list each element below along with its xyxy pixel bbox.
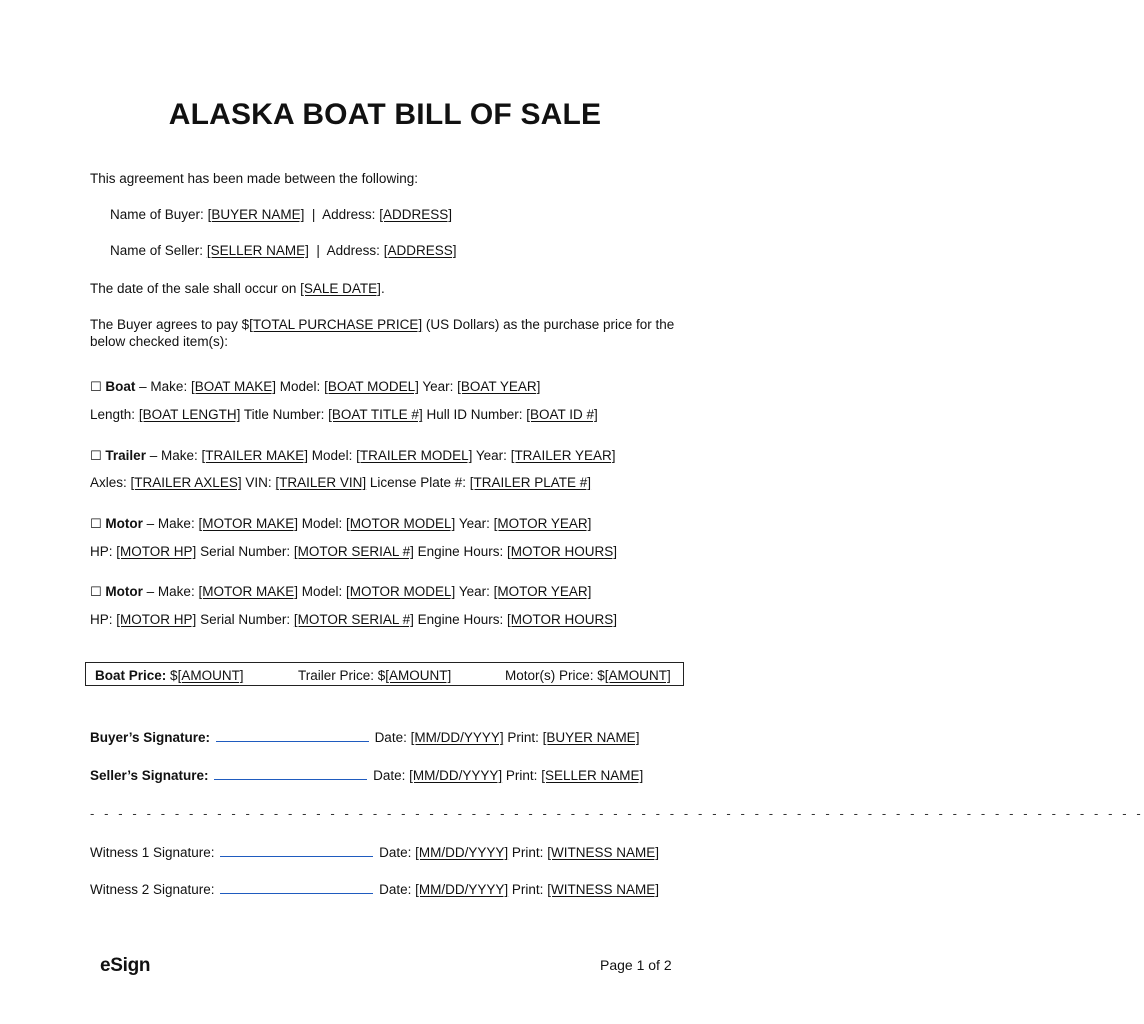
motor-price <box>505 668 671 683</box>
buyer-date-field[interactable]: [MM/DD/YYYY] <box>410 730 504 745</box>
seller-date-field[interactable]: [MM/DD/YYYY] <box>409 768 503 783</box>
witness-2-date-field[interactable]: [MM/DD/YYYY] <box>415 882 509 897</box>
trailer-price <box>298 668 451 683</box>
motor-2-hp-field[interactable]: [MOTOR HP] <box>116 612 197 627</box>
boat-price-field[interactable]: [AMOUNT] <box>177 668 244 683</box>
trailer-year-label: Year: <box>475 448 507 463</box>
buyer-address-field[interactable]: [ADDRESS] <box>379 207 452 222</box>
motor-1-hours-label: Engine Hours: <box>417 544 504 559</box>
witness-1-print-label: Print: <box>511 845 544 860</box>
trailer-checkbox[interactable]: ☐ <box>90 449 102 464</box>
document-title: ALASKA BOAT BILL OF SALE <box>168 98 602 131</box>
page-number: Page 1 of 2 <box>600 957 672 973</box>
motor-2-hours-field[interactable]: [MOTOR HOURS] <box>506 612 617 627</box>
trailer-price-field[interactable]: [AMOUNT] <box>385 668 452 683</box>
boat-year-label: Year: <box>422 379 454 394</box>
seller-name-field[interactable]: [SELLER NAME] <box>206 243 309 258</box>
trailer-model-label: Model: <box>311 448 353 463</box>
motor-1-model-field[interactable]: [MOTOR MODEL] <box>346 516 456 531</box>
separator-bar: | <box>316 243 320 258</box>
seller-print-field[interactable]: [SELLER NAME] <box>541 768 644 783</box>
trailer-make-field[interactable]: [TRAILER MAKE] <box>201 448 309 463</box>
witness-2-signature-field[interactable] <box>220 881 373 894</box>
buyer-signature-field[interactable] <box>216 729 369 742</box>
motor-2-line-2 <box>90 611 617 628</box>
boat-length-label: Length: <box>90 407 136 422</box>
motor-1-line-2 <box>90 543 617 560</box>
trailer-axles-field[interactable]: [TRAILER AXLES] <box>130 475 242 490</box>
boat-hull-label: Hull ID Number: <box>426 407 523 422</box>
total-price-field[interactable]: [TOTAL PURCHASE PRICE] <box>249 317 423 332</box>
boat-price-dollar: $ <box>170 668 178 683</box>
sale-date-field[interactable]: [SALE DATE] <box>300 281 381 296</box>
motor-2-model-label: Model: <box>301 584 343 599</box>
seller-signature-field[interactable] <box>214 767 367 780</box>
motor-2-year-field[interactable]: [MOTOR YEAR] <box>493 584 592 599</box>
buyer-signature-label: Buyer’s Signature: <box>90 730 211 745</box>
esign-logo: eSign <box>100 955 151 976</box>
motor-2-serial-label: Serial Number: <box>200 612 291 627</box>
boat-hull-field[interactable]: [BOAT ID #] <box>526 407 598 422</box>
motor-2-serial-field[interactable]: [MOTOR SERIAL #] <box>293 612 414 627</box>
motor-1-year-label: Year: <box>458 516 490 531</box>
purchase-suffix: (US Dollars) as the purchase price for the below checked item(s): <box>90 317 675 349</box>
motor-2-hp-label: HP: <box>90 612 113 627</box>
motor-1-hours-field[interactable]: [MOTOR HOURS] <box>506 544 617 559</box>
boat-make-field[interactable]: [BOAT MAKE] <box>190 379 276 394</box>
motor-1-make-field[interactable]: [MOTOR MAKE] <box>198 516 298 531</box>
buyer-print-label: Print: <box>507 730 539 745</box>
boat-line-2 <box>90 406 598 423</box>
buyer-label: Name of Buyer: <box>110 207 204 222</box>
witness-2-print-label: Print: <box>511 882 544 897</box>
purchase-prefix: The Buyer agrees to pay $ <box>90 317 250 332</box>
motor-1-serial-label: Serial Number: <box>200 544 291 559</box>
seller-line <box>110 242 456 259</box>
buyer-date-label: Date: <box>374 730 407 745</box>
trailer-line-1 <box>90 447 615 465</box>
motor-1-year-field[interactable]: [MOTOR YEAR] <box>493 516 592 531</box>
motor-1-make-label: – Make: <box>142 516 195 531</box>
witness-2-print-field[interactable]: [WITNESS NAME] <box>547 882 659 897</box>
dashed-separator: - - - - - - - - - - - - - - - - - - - - - - - - - - - - - - - - - - - - - - - - - - - - - - - - - - - - - - - - - - - - - - - - - - - - - - - - - - - <box>90 806 1144 821</box>
price-summary-box <box>85 662 684 686</box>
witness-1-date-label: Date: <box>379 845 412 860</box>
trailer-axles-label: Axles: <box>90 475 127 490</box>
trailer-plate-field[interactable]: [TRAILER PLATE #] <box>469 475 592 490</box>
motor-1-hp-label: HP: <box>90 544 113 559</box>
boat-model-label: Model: <box>279 379 321 394</box>
buyer-address-label: Address: <box>322 207 376 222</box>
trailer-vin-field[interactable]: [TRAILER VIN] <box>275 475 367 490</box>
boat-checkbox[interactable]: ☐ <box>90 380 102 395</box>
motor-2-checkbox[interactable]: ☐ <box>90 585 102 600</box>
buyer-name-field[interactable]: [BUYER NAME] <box>207 207 305 222</box>
motor-price-field[interactable]: [AMOUNT] <box>604 668 671 683</box>
trailer-price-label: Trailer Price: $ <box>298 668 386 683</box>
boat-line-1 <box>90 378 540 396</box>
motor-2-heading: Motor <box>105 584 143 599</box>
boat-model-field[interactable]: [BOAT MODEL] <box>324 379 419 394</box>
witness-1-signature-line <box>90 844 659 861</box>
sale-date-period: . <box>380 281 385 296</box>
witness-2-signature-line <box>90 881 659 898</box>
seller-address-field[interactable]: [ADDRESS] <box>383 243 457 258</box>
motor-1-checkbox[interactable]: ☐ <box>90 517 102 532</box>
motor-price-label: Motor(s) Price: $ <box>505 668 605 683</box>
trailer-model-field[interactable]: [TRAILER MODEL] <box>356 448 473 463</box>
motor-1-serial-field[interactable]: [MOTOR SERIAL #] <box>293 544 414 559</box>
seller-print-label: Print: <box>505 768 538 783</box>
purchase-price-paragraph <box>90 316 680 350</box>
seller-label: Name of Seller: <box>110 243 204 258</box>
trailer-plate-label: License Plate #: <box>369 475 466 490</box>
boat-title-label: Title Number: <box>243 407 325 422</box>
motor-1-heading: Motor <box>105 516 143 531</box>
witness-1-print-field[interactable]: [WITNESS NAME] <box>547 845 659 860</box>
boat-heading: Boat <box>105 379 136 394</box>
trailer-year-field[interactable]: [TRAILER YEAR] <box>510 448 616 463</box>
witness-2-signature-label: Witness 2 Signature: <box>90 882 215 897</box>
boat-year-field[interactable]: [BOAT YEAR] <box>457 379 541 394</box>
trailer-heading: Trailer <box>105 448 146 463</box>
sale-date-line <box>90 280 385 297</box>
buyer-line <box>110 206 452 223</box>
witness-1-date-field[interactable]: [MM/DD/YYYY] <box>415 845 509 860</box>
motor-2-year-label: Year: <box>458 584 490 599</box>
witness-1-signature-field[interactable] <box>220 844 373 857</box>
sale-date-text: The date of the sale shall occur on <box>90 281 297 296</box>
boat-price-label: Boat Price: <box>95 668 167 683</box>
boat-length-field[interactable]: [BOAT LENGTH] <box>138 407 241 422</box>
motor-1-model-label: Model: <box>301 516 343 531</box>
separator-bar: | <box>311 207 316 222</box>
seller-signature-line <box>90 767 643 784</box>
motor-2-model-field[interactable]: [MOTOR MODEL] <box>346 584 456 599</box>
intro-text: This agreement has been made between the following: <box>90 171 418 186</box>
trailer-vin-label: VIN: <box>245 475 272 490</box>
motor-1-hp-field[interactable]: [MOTOR HP] <box>116 544 197 559</box>
trailer-line-2 <box>90 474 591 491</box>
motor-1-line-1 <box>90 515 591 533</box>
boat-make-label: – Make: <box>135 379 188 394</box>
trailer-make-label: – Make: <box>145 448 198 463</box>
witness-2-date-label: Date: <box>379 882 412 897</box>
seller-address-label: Address: <box>326 243 380 258</box>
boat-price <box>95 668 244 683</box>
boat-title-field[interactable]: [BOAT TITLE #] <box>328 407 423 422</box>
motor-2-make-field[interactable]: [MOTOR MAKE] <box>198 584 298 599</box>
motor-2-make-label: – Make: <box>142 584 195 599</box>
seller-signature-label: Seller’s Signature: <box>90 768 209 783</box>
motor-2-line-1 <box>90 583 591 601</box>
motor-2-hours-label: Engine Hours: <box>417 612 504 627</box>
seller-date-label: Date: <box>373 768 406 783</box>
witness-1-signature-label: Witness 1 Signature: <box>90 845 215 860</box>
buyer-signature-line <box>90 729 639 746</box>
buyer-print-field[interactable]: [BUYER NAME] <box>542 730 640 745</box>
